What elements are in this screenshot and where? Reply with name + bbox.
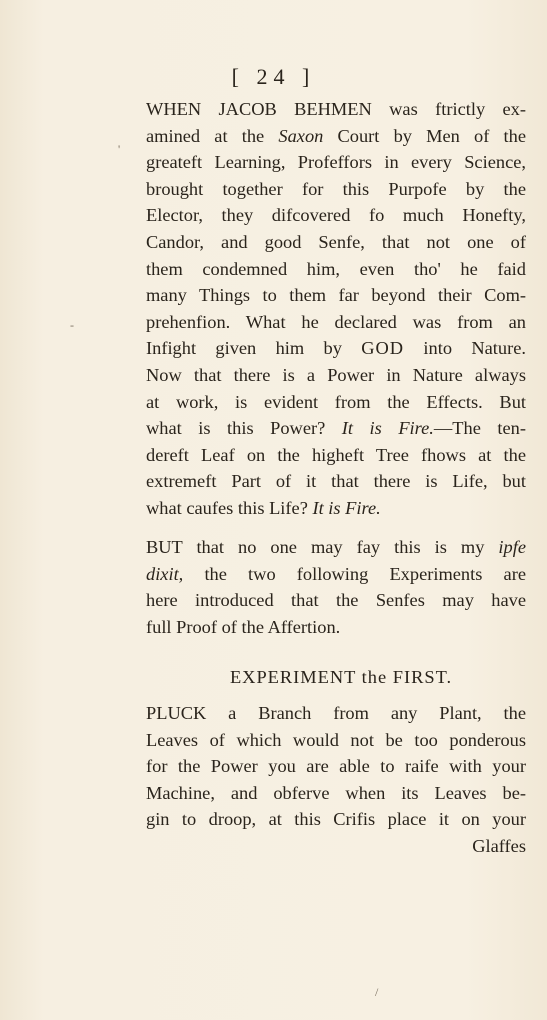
text-line: full Proof of the Affertion. [146,616,341,637]
text-line: Leaves of which would not be too ponderous [146,729,526,750]
text-line: Now that there is a Power in Nature always [146,364,526,385]
text-line: amined at the Saxon Court by Men of the [146,125,526,146]
margin-speck: ' [118,142,121,156]
section-heading: EXPERIMENT the FIRST. [229,667,453,687]
text-line: many Things to them far beyond their Com- [146,285,526,306]
text-line: Machine, and obferve when its Leaves be- [146,782,526,803]
page-number: [ 24 ] [231,64,316,89]
text-line: them condemned him, even tho' he faid [146,258,526,279]
text-line: what is this Power? It is Fire.—The ten- [146,418,526,439]
text-line: at work, is evident from the Effects. But [146,391,526,412]
text-line: extremeft Part of it that there is Life, but [146,471,526,492]
text-line: dereft Leaf on the higheft Tree fhows at the [146,444,526,465]
text-line: PLUCK a Branch from any Plant, the [146,703,526,723]
text-line: Elector, they difcovered fo much Honefty, [146,205,526,226]
text-line: for the Power you are able to raife with your [146,756,526,777]
paragraph-3 [146,700,526,860]
text-line: Candor, and good Senfe, that not one of [146,231,526,252]
text-line: gin to droop, at this Crifis place it on your [146,809,526,830]
text-line: Infight given him by GOD into Nature. [146,338,526,359]
catchword: Glaffes [472,835,526,856]
text-line: what caufes this Life? It is Fire. [146,497,381,518]
text-line: WHEN JACOB BEHMEN was ftrictly ex- [146,99,526,119]
text-line: here introduced that the Senfes may have [146,590,526,611]
paragraph-2 [146,534,526,640]
text-line: prehenfion. What he declared was from an [146,311,526,332]
page-speck: / [375,985,379,999]
text-line: greateft Learning, Profeffors in every Science, [146,152,526,173]
paragraph-1 [146,96,526,522]
margin-speck: - [70,318,74,332]
text-line: dixit, the two following Experiments are [146,563,526,584]
text-line: brought together for this Purpofe by the [146,178,526,199]
text-line: BUT that no one may fay this is my ipfe [146,537,526,557]
